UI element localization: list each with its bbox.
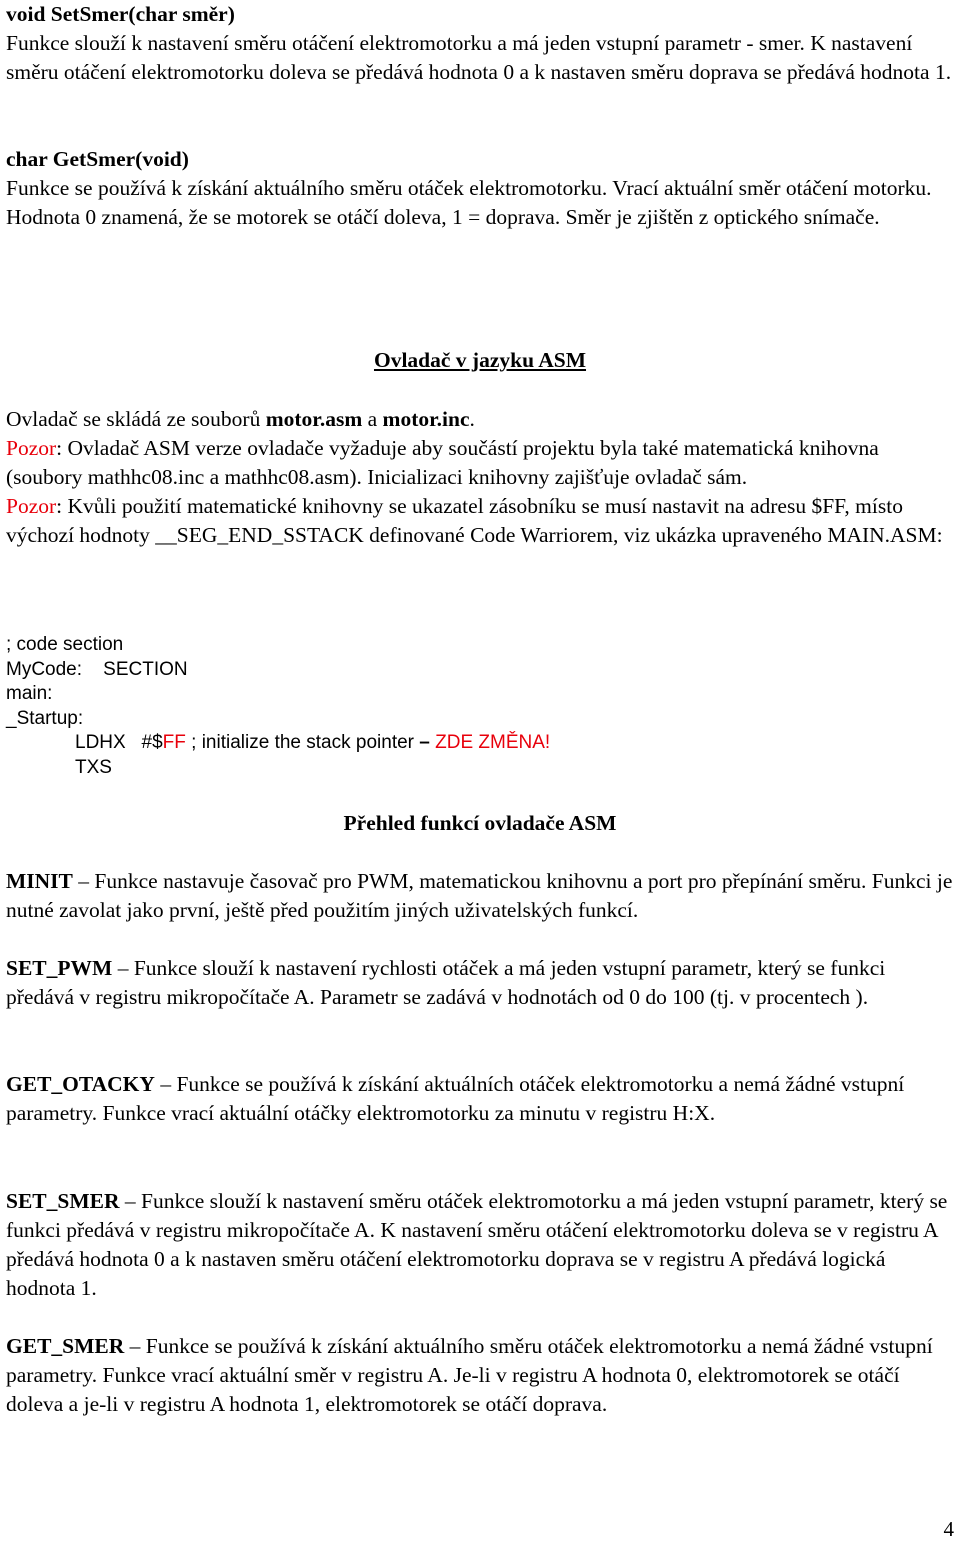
warning-note-2 (6, 492, 956, 550)
function-paragraph (6, 1070, 956, 1128)
function-get-smer (6, 1332, 956, 1419)
code-line: MyCode: SECTION (6, 658, 188, 680)
asm-intro-mid: a (362, 407, 383, 431)
setsmer-section (6, 0, 956, 87)
getsmer-description: Funkce se používá k získání aktuálního směru otáček elektromotorku. Vrací aktuální směr otáčení motorku. Hodnota 0 znamená, že se motorek se otáčí doleva, 1 = doprava. Směr je zjištěn z optického snímače. (6, 176, 932, 229)
function-set-pwm (6, 954, 956, 1012)
code-comment: ; initialize the stack pointer (185, 732, 420, 753)
function-set-smer (6, 1187, 956, 1303)
function-text: – Funkce slouží k nastavení rychlosti otáček a má jeden vstupní parametr, který se funkci předává v registru mikropočítače A. Parametr se zadává v hodnotách od 0 do 100 (tj. v procentech ). (6, 956, 886, 1009)
code-sample (6, 633, 946, 780)
function-text: – Funkce nastavuje časovač pro PWM, matematickou knihovnu a port pro přepínání směru. Funkci je nutné zavolat jako první, ještě před použitím jiných uživatelských funkcí. (6, 869, 953, 922)
motor-inc-file: motor.inc (382, 407, 470, 431)
setsmer-description: Funkce slouží k nastavení směru otáčení elektromotorku a má jeden vstupní parametr - smer. K nastavení směru otáčení elektromotorku doleva se předává hodnota 0 a k nastaven směru doprava se předává hodnota 1. (6, 31, 952, 84)
function-name: MINIT (6, 869, 73, 893)
code-ldhx: LDHX #$ (75, 732, 163, 753)
function-minit (6, 867, 956, 925)
asm-intro-pre: Ovladač se skládá ze souborů (6, 407, 266, 431)
asm-intro (6, 405, 956, 434)
function-get-otacky (6, 1070, 956, 1128)
getsmer-signature: char GetSmer(void) (6, 147, 189, 171)
getsmer-section (6, 145, 956, 232)
function-paragraph (6, 1332, 956, 1419)
function-paragraph (6, 954, 956, 1012)
code-line: _Startup: (6, 707, 84, 729)
function-text: – Funkce se používá k získání aktuálního směru otáček elektromotorku a nemá žádné vstupní parametry. Funkce vrací aktuální směr v registru A. Je-li v registru A hodnota 0, elektromotorek se otáčí doleva a je-li v registru A hodnota 1, elektromotorek se otáčí doprava. (6, 1334, 933, 1416)
function-name: SET_SMER (6, 1189, 120, 1213)
function-paragraph (6, 867, 956, 925)
function-text: – Funkce slouží k nastavení směru otáček elektromotorku a má jeden vstupní parametr, který se funkci předává v registru mikropočítače A. K nastavení směru otáčení elektromotorku doleva se v registru A předává hodnota 0 a k nastaven směru otáčení elektromotorku doprava se v registru A předává logická hodnota 1. (6, 1189, 948, 1300)
function-overview-heading: Přehled funkcí ovladače ASM (343, 811, 617, 835)
function-name: SET_PWM (6, 956, 113, 980)
asm-intro-post: . (469, 407, 475, 431)
page-number: 4 (943, 1517, 954, 1541)
asm-intro-section (6, 405, 956, 550)
warning-label: Pozor (6, 436, 57, 460)
function-name: GET_OTACKY (6, 1072, 155, 1096)
warning-text: : Kvůli použití matematické knihovny se ukazatel zásobníku se musí nastavit na adresu $FF, místo výchozí hodnoty __SEG_END_SSTACK definované Code Warriorem, viz ukázka upraveného MAIN.ASM: (6, 494, 943, 547)
asm-driver-heading: Ovladač v jazyku ASM (373, 348, 587, 372)
warning-label: Pozor (6, 494, 57, 518)
code-line: main: (6, 683, 53, 704)
function-paragraph (6, 1187, 956, 1303)
code-line-ldhx (6, 731, 946, 756)
code-change-note: ZDE ZMĚNA! (429, 732, 551, 753)
code-dash: – (419, 732, 430, 753)
warning-note-1 (6, 434, 956, 492)
function-name: GET_SMER (6, 1334, 125, 1358)
code-line: TXS (75, 756, 112, 778)
code-line: ; code section (6, 634, 124, 655)
warning-text: : Ovladač ASM verze ovladače vyžaduje aby součástí projektu byla také matematická knihovna (soubory mathhc08.inc a mathhc08.asm). Inicializaci knihovny zajišťuje ovladač sám. (6, 436, 879, 489)
code-ff-value: FF (162, 732, 186, 753)
function-text: – Funkce se používá k získání aktuálních otáček elektromotorku a nemá žádné vstupní parametry. Funkce vrací aktuální otáčky elektromotorku za minutu v registru H:X. (6, 1072, 905, 1125)
motor-asm-file: motor.asm (265, 407, 363, 431)
setsmer-signature: void SetSmer(char směr) (6, 2, 235, 26)
